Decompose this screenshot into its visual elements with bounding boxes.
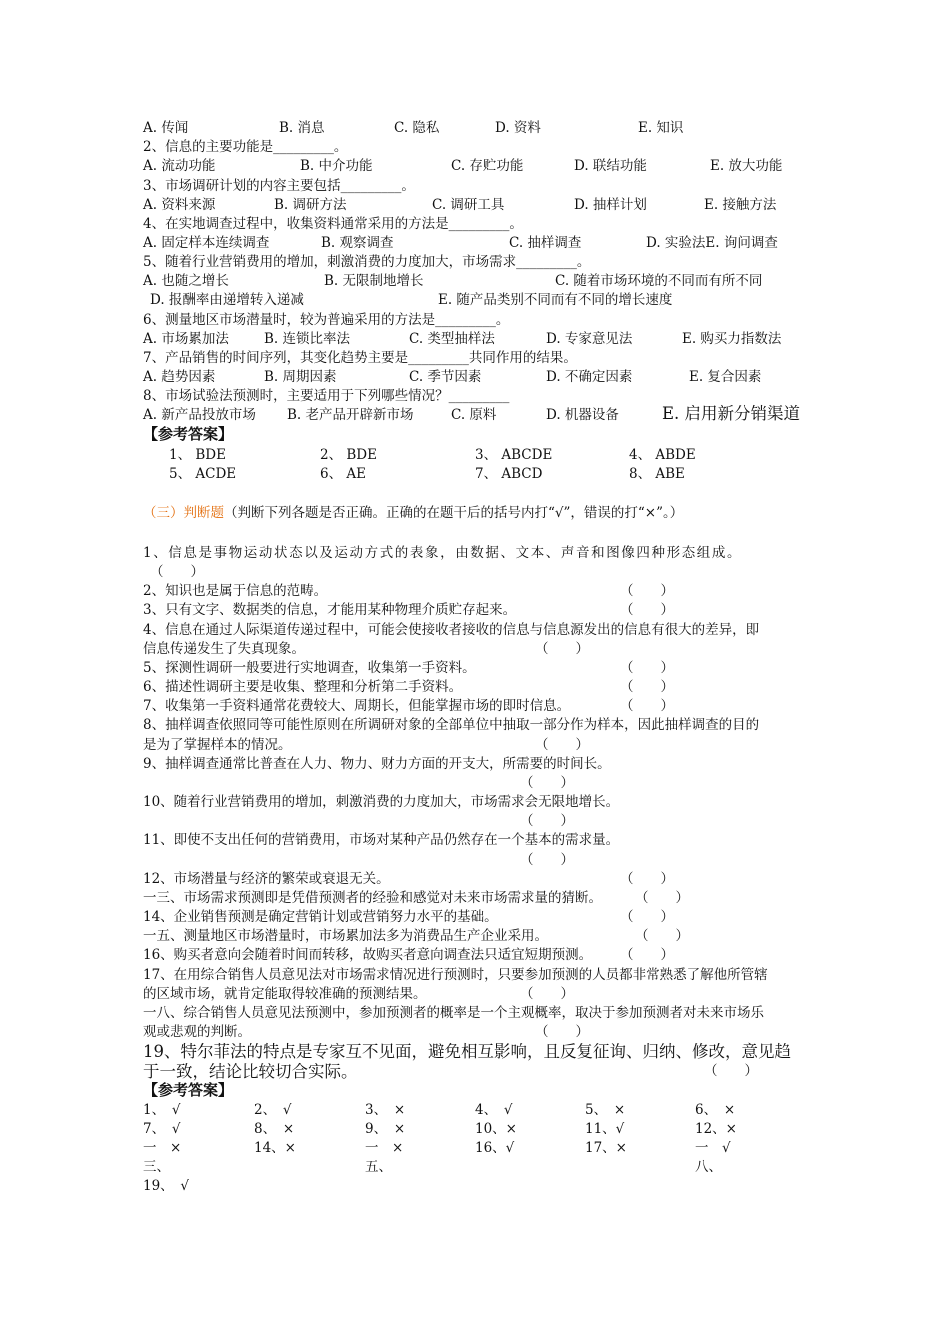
judgment-q19-line1: 19、特尔菲法的特点是专家互不见面，避免相互影响，且反复征询、归纳、修改，意见趋 <box>143 1042 791 1061</box>
mc-text-line: E. 放大功能 <box>710 158 783 174</box>
mc-text-line: E. 购买力指数法 <box>682 331 782 347</box>
judgment-answer-item: 2、 √ <box>254 1102 292 1118</box>
judgment-text-line: 4、信息在通过人际渠道传递过程中，可能会使接收者接收的信息与信息源发出的信息有很大的差异，即 <box>143 622 760 638</box>
mc-text-line: 5、随着行业营销费用的增加，刺激消费的力度加大，市场需求_________。 <box>143 254 591 270</box>
judgment-answer-item: 14、× <box>254 1140 296 1156</box>
judgment-text-line: 是为了掌握样本的情况。 <box>143 737 292 753</box>
mc-text-line: D. 抽样计划 <box>574 197 647 213</box>
judgment-text-line: 2、知识也是属于信息的范畴。 <box>143 583 328 599</box>
mc-answer-item: 8、 ABE <box>629 466 685 482</box>
mc-text-line: B. 周期因素 <box>264 369 337 385</box>
mc-text-line: C. 调研工具 <box>432 197 505 213</box>
mc-text-line: C. 抽样调查 <box>509 235 582 251</box>
mc-text-line: B. 调研方法 <box>274 197 347 213</box>
judgment-answer-item: 三、 <box>143 1159 170 1175</box>
judgment-text-line: （ ） <box>620 947 674 963</box>
judgment-text-line: 17、在用综合销售人员意见法对市场需求情况进行预测时，只要参加预测的人员都非常熟悉了解他所管辖 <box>143 967 768 983</box>
mc-text-line: E. 接触方法 <box>704 197 777 213</box>
mc-text-line: 8、市场试验法预测时，主要适用于下列哪些情况？_________ <box>143 388 510 404</box>
mc-text-line: B. 连锁比率法 <box>264 331 351 347</box>
judgment-text-line: （ ） <box>635 890 689 906</box>
judgment-answer-item: 一 × <box>143 1140 182 1156</box>
judgment-answer-item: 9、 × <box>365 1121 406 1137</box>
mc-text-line: D. 实验法E. 询问调查 <box>646 235 778 251</box>
judgment-answer-header: 【参考答案】 <box>143 1081 234 1099</box>
mc-text-line: E. 复合因素 <box>689 369 762 385</box>
judgment-answer-item: 1、 √ <box>143 1102 181 1118</box>
mc-text-line: E. 随产品类别不同而有不同的增长速度 <box>438 292 673 308</box>
judgment-answer-item: 8、 × <box>254 1121 295 1137</box>
mc-text-line: C. 存贮功能 <box>451 158 524 174</box>
mc-answer-item: 5、 ACDE <box>169 466 237 482</box>
mc-answer-header: 【参考答案】 <box>143 425 234 443</box>
mc-answer-item: 4、 ABDE <box>629 447 696 463</box>
judgment-q1-line1: 1、信息是事物运动状态以及运动方式的表象，由数据、文本、声音和图像四种形态组成。 <box>143 545 743 561</box>
judgment-text-line: （ ） <box>520 852 574 868</box>
judgment-text-line: 6、描述性调研主要是收集、整理和分析第二手资料。 <box>143 679 463 695</box>
mc-text-line: C. 隐私 <box>394 120 440 136</box>
judgment-text-line: （ ） <box>535 641 589 657</box>
mc-text-line: 7、产品销售的时间序列，其变化趋势主要是_________共同作用的结果。 <box>143 350 577 366</box>
judgment-text-line: 5、探测性调研一般要进行实地调查，收集第一手资料。 <box>143 660 476 676</box>
judgment-text-line: 9、抽样调查通常比普查在人力、物力、财力方面的开支大，所需要的时间长。 <box>143 756 611 772</box>
judgment-heading <box>143 504 683 523</box>
judgment-answer-item: 6、 × <box>695 1102 736 1118</box>
judgment-text-line: （ ） <box>620 583 674 599</box>
judgment-text-line: 12、市场潜量与经济的繁荣或衰退无关。 <box>143 871 390 887</box>
judgment-text-line: （ ） <box>620 660 674 676</box>
judgment-text-line: 一八、综合销售人员意见法预测中，参加预测者的概率是一个主观概率，取决于参加预测者对未来市场乐 <box>143 1005 764 1021</box>
mc-text-line: 4、在实地调查过程中，收集资料通常采用的方法是_________。 <box>143 216 523 232</box>
mc-text-line: A. 市场累加法 <box>143 331 229 347</box>
judgment-text-line: 观或悲观的判断。 <box>143 1024 251 1040</box>
mc-text-line: C. 类型抽样法 <box>409 331 495 347</box>
judgment-text-line: 16、购买者意向会随着时间而转移，故购买者意向调查法只适宜短期预测。 <box>143 947 593 963</box>
mc-text-line: A. 固定样本连续调查 <box>143 235 270 251</box>
judgment-text-line: （ ） <box>535 737 589 753</box>
mc-text-line: 6、测量地区市场潜量时，较为普遍采用的方法是_________。 <box>143 312 510 328</box>
judgment-text-line: （ ） <box>520 986 574 1002</box>
mc-answer-item: 1、 BDE <box>169 447 226 463</box>
judgment-q1-paren: （ ） <box>150 564 204 580</box>
judgment-answer-item: 17、× <box>585 1140 627 1156</box>
judgment-text-line: 信息传递发生了失真现象。 <box>143 641 305 657</box>
judgment-text-line: 3、只有文字、数据类的信息，才能用某种物理介质贮存起来。 <box>143 602 517 618</box>
q8-option-e: E. 启用新分销渠道 <box>662 404 801 423</box>
mc-text-line: A. 新产品投放市场 <box>143 407 256 423</box>
judgment-instruction: （判断下列各题是否正确。正确的在题干后的括号内打“√”，错误的打“×”。） <box>224 505 684 521</box>
judgment-text-line: 一五、测量地区市场潜量时，市场累加法多为消费品生产企业采用。 <box>143 928 548 944</box>
judgment-text-line: （ ） <box>620 909 674 925</box>
judgment-answer-item: 3、 × <box>365 1102 406 1118</box>
judgment-answer-item: 12、× <box>695 1121 737 1137</box>
mc-answer-item: 3、 ABCDE <box>475 447 553 463</box>
judgment-answer-item: 10、× <box>475 1121 517 1137</box>
mc-answer-item: 6、 AE <box>320 466 366 482</box>
judgment-text-line: 的区域市场，就肯定能取得较准确的预测结果。 <box>143 986 427 1002</box>
mc-text-line: D. 报酬率由递增转入递减 <box>150 292 304 308</box>
mc-answer-item: 2、 BDE <box>320 447 377 463</box>
mc-text-line: D. 不确定因素 <box>546 369 633 385</box>
mc-text-line: B. 无限制地增长 <box>324 273 424 289</box>
mc-text-line: A. 流动功能 <box>143 158 216 174</box>
mc-text-line: 2、信息的主要功能是_________。 <box>143 139 348 155</box>
mc-text-line: C. 随着市场环境的不同而有所不同 <box>555 273 763 289</box>
mc-answer-item: 7、 ABCD <box>475 466 543 482</box>
judgment-text-line: （ ） <box>520 813 574 829</box>
judgment-q19-line2: 于一致，结论比较切合实际。 <box>143 1062 358 1081</box>
mc-text-line: B. 观察调查 <box>321 235 394 251</box>
mc-text-line: B. 中介功能 <box>300 158 373 174</box>
mc-text-line: E. 知识 <box>638 120 684 136</box>
mc-text-line: D. 机器设备 <box>546 407 619 423</box>
mc-text-line: C. 原料 <box>451 407 497 423</box>
judgment-text-line: 8、抽样调查依照同等可能性原则在所调研对象的全部单位中抽取一部分作为样本，因此抽样调查的目的 <box>143 717 760 733</box>
judgment-text-line: （ ） <box>620 698 674 714</box>
judgment-text-line: 7、收集第一手资料通常花费较大、周期长，但能掌握市场的即时信息。 <box>143 698 571 714</box>
judgment-text-line: （ ） <box>520 775 574 791</box>
mc-text-line: B. 消息 <box>279 120 325 136</box>
judgment-text-line: （ ） <box>620 871 674 887</box>
judgment-answer-item: 4、 √ <box>475 1102 513 1118</box>
mc-text-line: A. 也随之增长 <box>143 273 229 289</box>
judgment-text-line: （ ） <box>635 928 689 944</box>
judgment-answer-item: 19、 √ <box>143 1178 190 1194</box>
judgment-answer-item: 一 × <box>365 1140 404 1156</box>
judgment-text-line: 10、随着行业营销费用的增加，刺激消费的力度加大，市场需求会无限地增长。 <box>143 794 620 810</box>
judgment-answer-item: 八、 <box>695 1159 722 1175</box>
mc-text-line: D. 资料 <box>495 120 541 136</box>
judgment-q19-paren: （ ） <box>704 1063 758 1079</box>
mc-text-line: A. 传闻 <box>143 120 189 136</box>
judgment-answer-item: 五、 <box>365 1159 392 1175</box>
mc-text-line: D. 专家意见法 <box>546 331 633 347</box>
judgment-answer-item: 一 √ <box>695 1140 731 1156</box>
judgment-answer-item: 11、√ <box>585 1121 625 1137</box>
judgment-text-line: 14、企业销售预测是确定营销计划或营销努力水平的基础。 <box>143 909 498 925</box>
mc-text-line: 3、市场调研计划的内容主要包括_________。 <box>143 178 415 194</box>
judgment-text-line: 一三、市场需求预测即是凭借预测者的经验和感觉对未来市场需求量的猜断。 <box>143 890 602 906</box>
judgment-answer-item: 7、 √ <box>143 1121 181 1137</box>
mc-text-line: C. 季节因素 <box>409 369 482 385</box>
judgment-text-line: （ ） <box>620 602 674 618</box>
judgment-answer-item: 16、√ <box>475 1140 515 1156</box>
mc-text-line: A. 资料来源 <box>143 197 216 213</box>
judgment-text-line: 11、即使不支出任何的营销费用，市场对某种产品仍然存在一个基本的需求量。 <box>143 832 620 848</box>
judgment-text-line: （ ） <box>535 1024 589 1040</box>
judgment-answer-item: 5、 × <box>585 1102 626 1118</box>
mc-text-line: B. 老产品开辟新市场 <box>287 407 414 423</box>
judgment-section-title: （三）判断题 <box>143 505 224 521</box>
judgment-text-line: （ ） <box>620 679 674 695</box>
mc-text-line: D. 联结功能 <box>574 158 647 174</box>
mc-text-line: A. 趋势因素 <box>143 369 216 385</box>
